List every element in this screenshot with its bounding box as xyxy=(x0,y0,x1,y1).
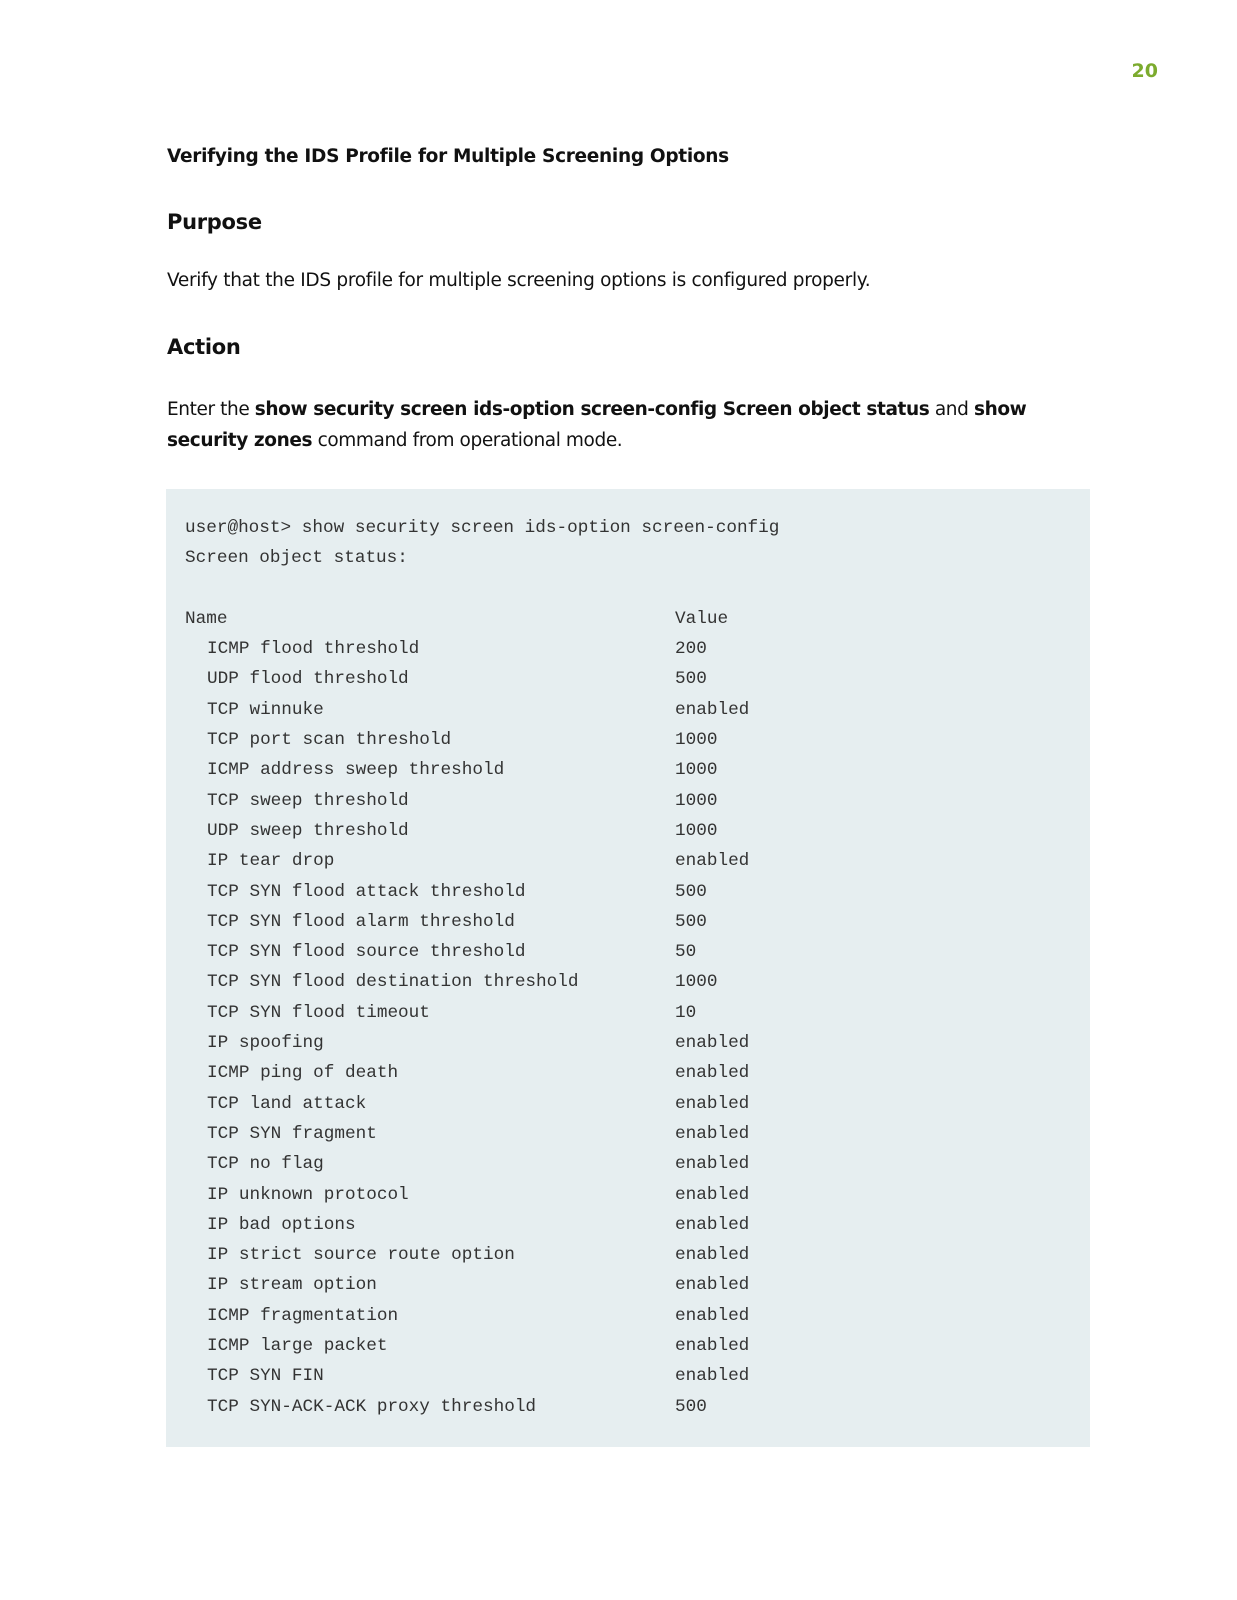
code-row-value: enabled xyxy=(675,1033,750,1054)
code-table-header xyxy=(185,604,1090,634)
code-row-name: TCP SYN flood source threshold xyxy=(207,942,526,963)
code-table-row xyxy=(185,1331,1090,1361)
code-table-row xyxy=(185,877,1090,907)
code-row-name: TCP SYN flood attack threshold xyxy=(207,881,526,902)
code-row-name: TCP port scan threshold xyxy=(207,730,452,751)
page-number: 20 xyxy=(1131,60,1158,82)
code-row-value: enabled xyxy=(675,851,750,872)
code-row-value: enabled xyxy=(675,1366,750,1387)
code-table-row xyxy=(185,816,1090,846)
code-block xyxy=(166,489,1090,1447)
code-row-name: IP unknown protocol xyxy=(207,1184,409,1205)
code-table-row xyxy=(185,725,1090,755)
code-row-name: IP strict source route option xyxy=(207,1245,515,1266)
code-table-row xyxy=(185,1301,1090,1331)
code-row-value: enabled xyxy=(675,1123,750,1144)
code-row-name: IP tear drop xyxy=(207,851,335,872)
code-row-name: ICMP large packet xyxy=(207,1336,388,1357)
code-row-value: enabled xyxy=(675,1305,750,1326)
code-header-value: Value xyxy=(675,608,729,629)
code-row-name: ICMP address sweep threshold xyxy=(207,760,505,781)
code-row-value: 1000 xyxy=(675,760,718,781)
code-row-name: TCP land attack xyxy=(207,1093,367,1114)
code-row-value: enabled xyxy=(675,1184,750,1205)
code-row-value: enabled xyxy=(675,1214,750,1235)
code-row-value: enabled xyxy=(675,1063,750,1084)
code-row-name: TCP SYN flood destination threshold xyxy=(207,972,579,993)
code-header-name: Name xyxy=(185,608,228,629)
action-command-2: show security zones xyxy=(167,399,1027,451)
code-table-row xyxy=(185,1210,1090,1240)
code-row-name: TCP SYN-ACK-ACK proxy threshold xyxy=(207,1396,537,1417)
action-command-1: show security screen ids-option screen-config Screen object status xyxy=(254,399,930,420)
code-row-name: IP bad options xyxy=(207,1214,356,1235)
code-row-name: ICMP flood threshold xyxy=(207,639,420,660)
code-row-value: 1000 xyxy=(675,730,718,751)
code-table-row xyxy=(185,664,1090,694)
code-status-line: Screen object status: xyxy=(185,548,408,569)
code-row-value: 500 xyxy=(675,669,707,690)
code-row-value: enabled xyxy=(675,1093,750,1114)
code-table-row xyxy=(185,1089,1090,1119)
code-row-value: enabled xyxy=(675,1336,750,1357)
code-table-row xyxy=(185,907,1090,937)
code-table-row xyxy=(185,846,1090,876)
code-row-name: IP spoofing xyxy=(207,1033,324,1054)
action-text-mid: and xyxy=(929,399,974,420)
code-row-value: enabled xyxy=(675,1245,750,1266)
code-row-name: TCP no flag xyxy=(207,1154,324,1175)
code-table-row xyxy=(185,967,1090,997)
code-table-row xyxy=(185,634,1090,664)
code-row-name: TCP SYN fragment xyxy=(207,1123,377,1144)
code-row-value: 10 xyxy=(675,1002,697,1023)
action-text-suffix: command from operational mode. xyxy=(312,430,623,451)
code-row-name: UDP sweep threshold xyxy=(207,820,409,841)
code-table-row xyxy=(185,1270,1090,1300)
code-table-row xyxy=(185,1361,1090,1391)
code-row-name: IP stream option xyxy=(207,1275,377,1296)
code-row-value: 500 xyxy=(675,881,707,902)
code-prompt-line: user@host> show security screen ids-option screen-config xyxy=(185,518,780,538)
code-table-row xyxy=(185,1149,1090,1179)
code-row-name: TCP SYN FIN xyxy=(207,1366,324,1387)
code-row-name: UDP flood threshold xyxy=(207,669,409,690)
code-row-value: 1000 xyxy=(675,820,718,841)
code-table-row xyxy=(185,998,1090,1028)
code-row-value: 50 xyxy=(675,942,697,963)
code-table-row xyxy=(185,1392,1090,1422)
code-table-rows xyxy=(185,634,1090,1422)
code-table-row xyxy=(185,937,1090,967)
code-row-name: TCP winnuke xyxy=(207,699,324,720)
section-title: Verifying the IDS Profile for Multiple Screening Options xyxy=(167,146,729,167)
code-blank-line xyxy=(185,574,1090,604)
code-table-row xyxy=(185,755,1090,785)
code-row-name: ICMP ping of death xyxy=(207,1063,399,1084)
action-text xyxy=(167,394,1077,456)
purpose-text: Verify that the IDS profile for multiple screening options is configured properly. xyxy=(167,270,871,291)
code-row-value: 200 xyxy=(675,639,707,660)
code-row-name: TCP SYN flood timeout xyxy=(207,1002,430,1023)
code-row-name: ICMP fragmentation xyxy=(207,1305,399,1326)
code-table-row xyxy=(185,786,1090,816)
code-table-row xyxy=(185,1180,1090,1210)
purpose-heading: Purpose xyxy=(167,210,262,234)
code-row-value: 1000 xyxy=(675,972,718,993)
code-row-name: TCP SYN flood alarm threshold xyxy=(207,911,515,932)
code-row-name: TCP sweep threshold xyxy=(207,790,409,811)
code-row-value: enabled xyxy=(675,1154,750,1175)
action-text-prefix: Enter the xyxy=(167,399,255,420)
code-table-row xyxy=(185,1028,1090,1058)
code-row-value: 500 xyxy=(675,911,707,932)
action-heading: Action xyxy=(167,335,241,359)
code-row-value: enabled xyxy=(675,699,750,720)
code-row-value: 1000 xyxy=(675,790,718,811)
code-table-row xyxy=(185,695,1090,725)
code-row-value: enabled xyxy=(675,1275,750,1296)
code-row-value: 500 xyxy=(675,1396,707,1417)
code-table-row xyxy=(185,1119,1090,1149)
code-table-row xyxy=(185,1240,1090,1270)
code-table-row xyxy=(185,1058,1090,1088)
